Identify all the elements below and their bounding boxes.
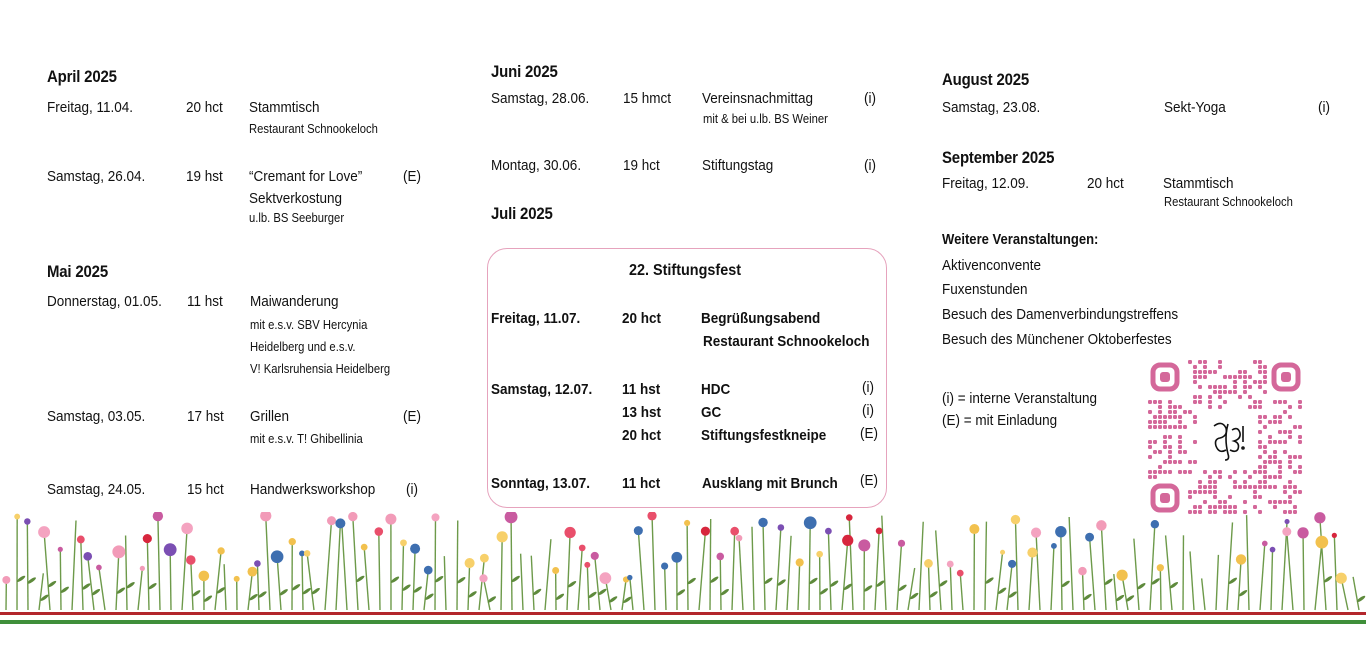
event-subtitle: mit & bei u.lb. BS Weiner xyxy=(703,112,828,126)
event-day: Samstag, 24.05. xyxy=(47,481,146,498)
event-day: Samstag, 26.04. xyxy=(47,168,146,185)
event-time: 15 hct xyxy=(187,481,224,498)
mai-heading: Mai 2025 xyxy=(47,262,108,281)
weitere-item: Fuxenstunden xyxy=(942,281,1028,298)
fest-title: Ausklang mit Brunch xyxy=(702,475,838,492)
fest-time: 20 hct xyxy=(622,310,662,327)
event-subtitle: mit e.s.v. T! Ghibellinia xyxy=(250,432,363,446)
weitere-item: Besuch des Damenverbindungstreffens xyxy=(942,306,1179,323)
event-title: Grillen xyxy=(250,408,290,425)
weitere-item: Besuch des Münchener Oktoberfestes xyxy=(942,331,1172,348)
event-mark: (i) xyxy=(406,481,418,498)
event-time: 17 hst xyxy=(187,408,224,425)
event-subtitle: Restaurant Schnookeloch xyxy=(1164,195,1293,209)
legend-internal: (i) = interne Veranstaltung xyxy=(942,390,1097,407)
fest-time: 11 hst xyxy=(622,381,661,398)
event-time: 20 hct xyxy=(1087,175,1124,192)
event-day: Montag, 30.06. xyxy=(491,157,582,174)
event-title: Stiftungstag xyxy=(702,157,774,174)
event-title: Stammtisch xyxy=(1163,175,1234,192)
fest-title: Begrüßungsabend xyxy=(701,310,821,327)
fest-mark: (i) xyxy=(862,379,874,396)
event-day: Freitag, 12.09. xyxy=(942,175,1030,192)
event-mark: (i) xyxy=(864,90,876,107)
fest-day: Samstag, 12.07. xyxy=(491,381,593,398)
april-heading: April 2025 xyxy=(47,67,117,86)
legend-invite: (E) = mit Einladung xyxy=(942,412,1058,429)
event-time: 19 hct xyxy=(623,157,660,174)
fest-mark: (i) xyxy=(862,402,874,419)
fest-day: Freitag, 11.07. xyxy=(491,310,581,327)
event-day: Freitag, 11.04. xyxy=(47,99,134,116)
event-subtitle: mit e.s.v. SBV Hercynia xyxy=(250,318,368,332)
event-subtitle: Heidelberg und e.s.v. xyxy=(250,340,356,354)
weitere-heading: Weitere Veranstaltungen: xyxy=(942,232,1099,248)
event-subtitle: V! Karlsruhensia Heidelberg xyxy=(250,362,391,376)
fest-mark: (E) xyxy=(860,472,878,489)
event-title: Handwerksworkshop xyxy=(250,481,376,498)
event-mark: (i) xyxy=(1318,99,1330,116)
fest-time: 11 hct xyxy=(622,475,661,492)
september-heading: September 2025 xyxy=(942,148,1055,167)
august-heading: August 2025 xyxy=(942,70,1030,89)
event-subtitle: u.lb. BS Seeburger xyxy=(249,211,345,225)
juli-heading: Juli 2025 xyxy=(491,204,553,223)
event-day: Donnerstag, 01.05. xyxy=(47,293,162,310)
fest-title: GC xyxy=(701,404,722,421)
event-time: 11 hst xyxy=(187,293,223,310)
stiftungsfest-box xyxy=(487,248,887,508)
fest-day: Sonntag, 13.07. xyxy=(491,475,591,492)
event-title-line2: Sektverkostung xyxy=(249,190,343,207)
event-title: “Cremant for Love” xyxy=(249,168,363,185)
event-title: Stammtisch xyxy=(249,99,320,116)
fest-mark: (E) xyxy=(860,425,878,442)
event-title: Sekt-Yoga xyxy=(1164,99,1226,116)
fest-title: HDC xyxy=(701,381,731,398)
event-day: Samstag, 28.06. xyxy=(491,90,590,107)
weitere-item: Aktivenconvente xyxy=(942,257,1042,274)
event-subtitle: Restaurant Schnookeloch xyxy=(249,122,378,136)
event-title: Vereinsnachmittag xyxy=(702,90,814,107)
event-time: 20 hct xyxy=(186,99,223,116)
stiftungsfest-title: 22. Stiftungsfest xyxy=(629,262,742,279)
event-title: Maiwanderung xyxy=(250,293,339,310)
fest-title: Stiftungsfestkneipe xyxy=(701,427,827,444)
event-mark: (i) xyxy=(864,157,876,174)
event-time: 15 hmct xyxy=(623,90,672,107)
fest-subtitle: Restaurant Schnookeloch xyxy=(703,333,870,350)
event-time: 19 hst xyxy=(186,168,223,185)
fest-time: 20 hct xyxy=(622,427,662,444)
event-mark: (E) xyxy=(403,408,421,425)
flower-meadow-icon xyxy=(0,512,1366,630)
event-day: Samstag, 03.05. xyxy=(47,408,146,425)
qr-code-icon[interactable] xyxy=(1148,360,1303,515)
event-day: Samstag, 23.08. xyxy=(942,99,1041,116)
fest-time: 13 hst xyxy=(622,404,662,421)
event-mark: (E) xyxy=(403,168,421,185)
juni-heading: Juni 2025 xyxy=(491,62,558,81)
